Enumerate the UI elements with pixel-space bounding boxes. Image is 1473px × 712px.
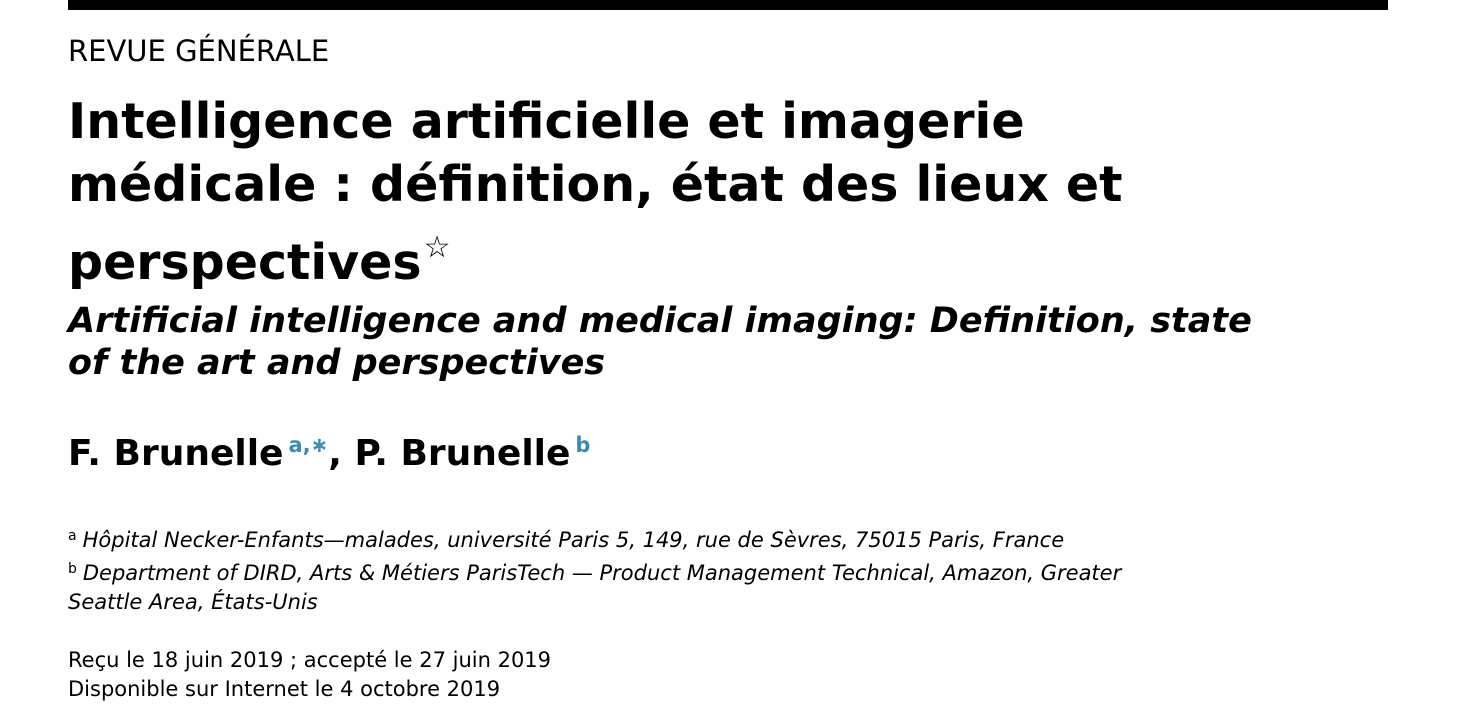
affiliation-text: Hôpital Necker-Enfants—malades, université Paris 5, 149, rue de Sèvres, 75015 Paris, France — [82, 528, 1065, 552]
online-date: Disponible sur Internet le 4 octobre 2019 — [68, 677, 501, 701]
article-title-english — [68, 300, 1252, 384]
author-separator: , — [328, 433, 342, 474]
article-title-french — [68, 90, 1168, 294]
affiliations — [68, 522, 1188, 617]
affiliation-item — [68, 522, 1188, 555]
author-affiliation-link[interactable]: b — [575, 433, 591, 457]
author-name: F. Brunelle — [68, 433, 284, 474]
title-line-text: perspectives — [68, 234, 422, 291]
section-label: REVUE GÉNÉRALE — [68, 34, 330, 68]
article-dates — [68, 646, 551, 704]
top-rule — [68, 0, 1388, 10]
title-line: Artificial intelligence and medical imaging: Definition, state — [68, 301, 1252, 341]
author-name: P. Brunelle — [354, 433, 571, 474]
title-line: médicale : définition, état des lieux et — [68, 156, 1123, 213]
affiliation-mark: a — [68, 528, 77, 544]
author-affiliation-link[interactable]: a,∗ — [288, 433, 329, 457]
received-accepted-date: Reçu le 18 juin 2019 ; accepté le 27 juin 2019 — [68, 648, 552, 672]
star-footnote-icon[interactable]: ☆ — [423, 230, 451, 265]
title-line: of the art and perspectives — [68, 343, 606, 383]
affiliation-text: Department of DIRD, Arts & Métiers ParisTech — Product Management Technical, Amazon, Greater Seattle Area, États-Unis — [68, 561, 1122, 614]
title-line — [68, 216, 1168, 294]
author-list — [68, 422, 590, 477]
title-line: Intelligence artificielle et imagerie — [68, 93, 1025, 150]
affiliation-mark: b — [68, 561, 77, 577]
affiliation-item — [68, 555, 1188, 617]
